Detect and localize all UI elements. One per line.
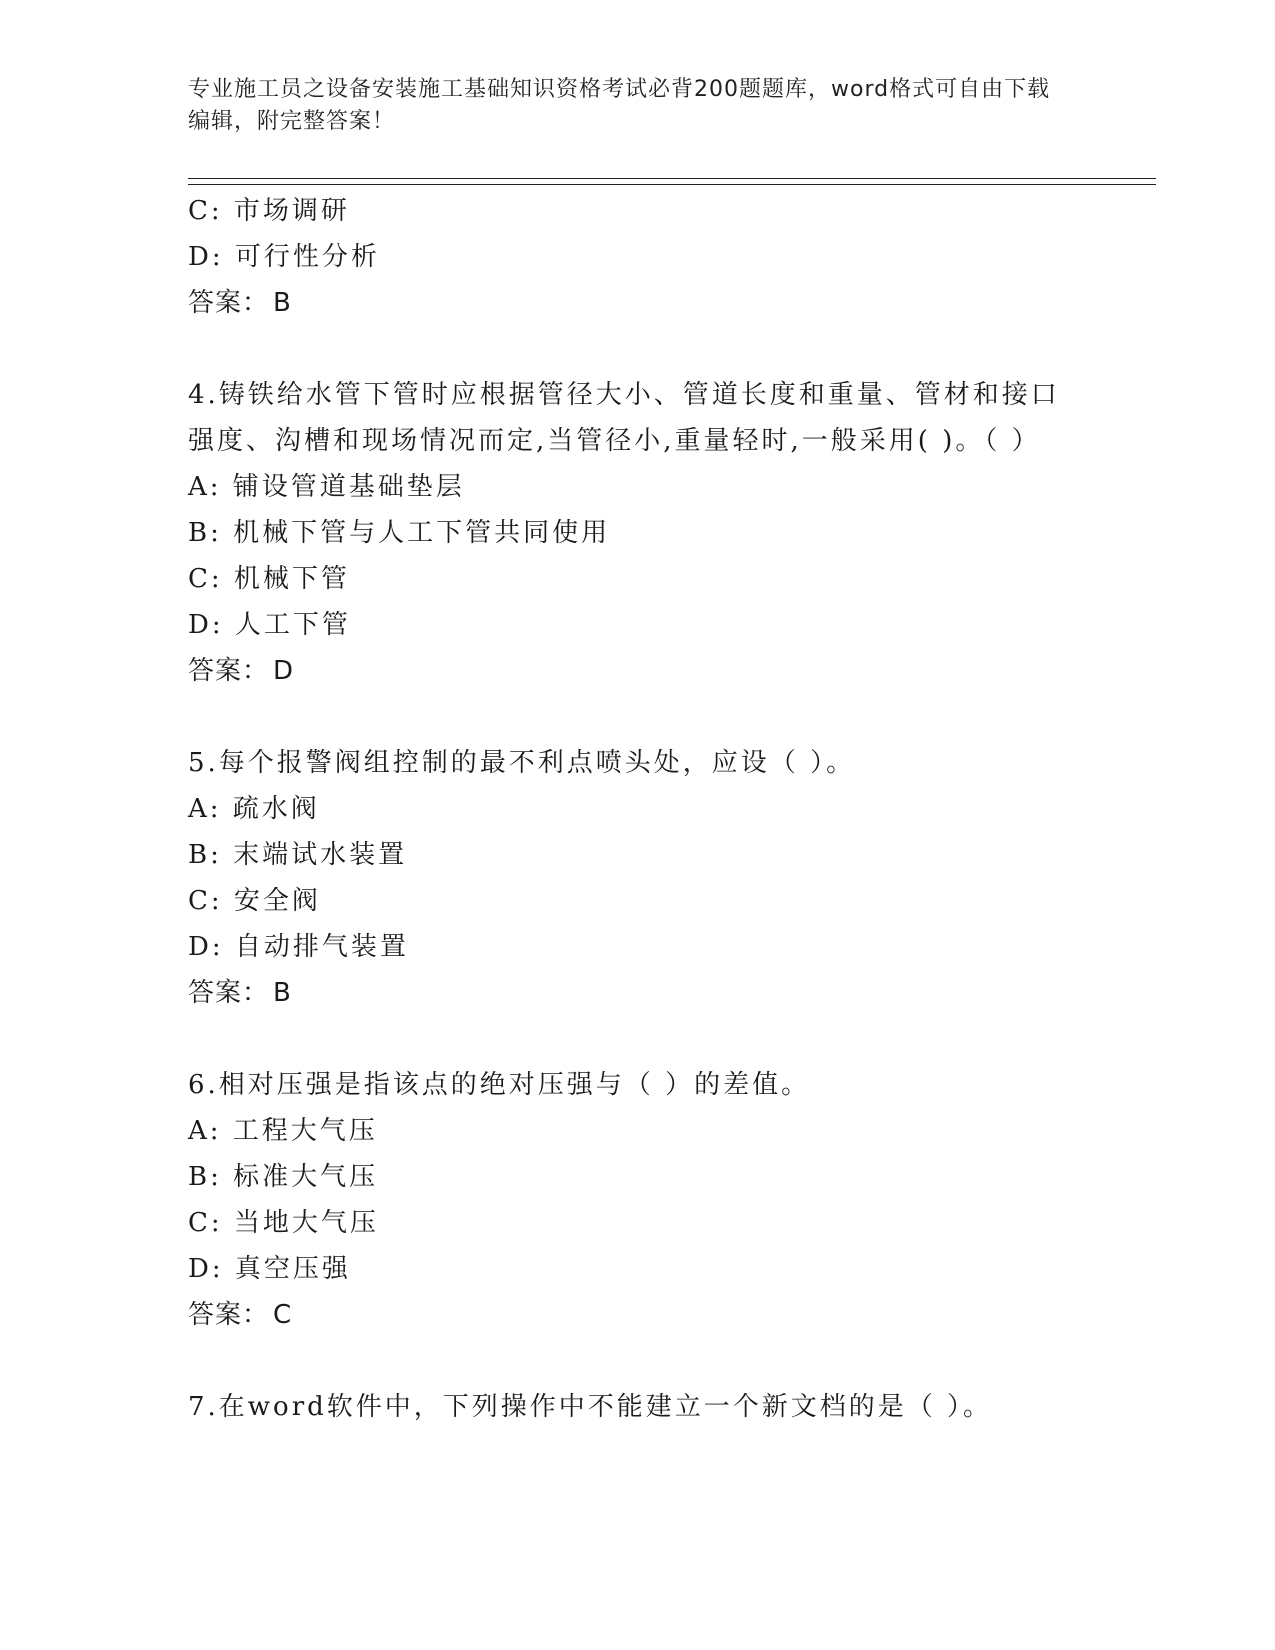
answer-value: B: [273, 288, 292, 318]
answer-value: B: [273, 978, 292, 1008]
option-c: C: 市场调研: [188, 196, 350, 226]
spacer: [188, 694, 1068, 740]
option-d: D: 真空压强: [188, 1254, 351, 1284]
question-list: [188, 188, 1068, 1430]
answer-value: C: [273, 1300, 293, 1330]
option-b: B: 机械下管与人工下管共同使用: [188, 518, 611, 548]
answer-line: [188, 1292, 1068, 1338]
page-header: 专业施工员之设备安装施工基础知识资格考试必背200题题库，word格式可自由下载编辑，附完整答案！: [188, 77, 1051, 134]
question-6: 6.相对压强是指该点的绝对压强与（ ）的差值。: [188, 1070, 811, 1100]
answer-line: [188, 280, 1068, 326]
option-c: C: 机械下管: [188, 564, 350, 594]
answer-label: 答案：: [188, 288, 270, 318]
answer-label: 答案：: [188, 656, 270, 686]
option-a: A: 工程大气压: [188, 1116, 378, 1146]
answer-line: [188, 648, 1068, 694]
header-divider: [188, 178, 1156, 185]
option-c: C: 当地大气压: [188, 1208, 379, 1238]
option-c: C: 安全阀: [188, 886, 321, 916]
question-5: 5.每个报警阀组控制的最不利点喷头处，应设（ ）。: [188, 748, 856, 778]
option-a: A: 铺设管道基础垫层: [188, 472, 465, 502]
answer-line: [188, 970, 1068, 1016]
option-b: B: 末端试水装置: [188, 840, 408, 870]
option-d: D: 自动排气装置: [188, 932, 409, 962]
spacer: [188, 326, 1068, 372]
answer-value: D: [273, 656, 295, 686]
spacer: [188, 1338, 1068, 1384]
option-a: A: 疏水阀: [188, 794, 320, 824]
option-b: B: 标准大气压: [188, 1162, 379, 1192]
question-7: 7.在word软件中，下列操作中不能建立一个新文档的是（ ）。: [188, 1392, 993, 1422]
answer-label: 答案：: [188, 978, 270, 1008]
option-d: D: 可行性分析: [188, 242, 380, 272]
spacer: [188, 1016, 1068, 1062]
question-4: 4.铸铁给水管下管时应根据管径大小、管道长度和重量、管材和接口强度、沟槽和现场情况而定,当管径小,重量轻时,一般采用( )。（ ）: [188, 380, 1060, 456]
option-d: D: 人工下管: [188, 610, 351, 640]
answer-label: 答案：: [188, 1300, 270, 1330]
